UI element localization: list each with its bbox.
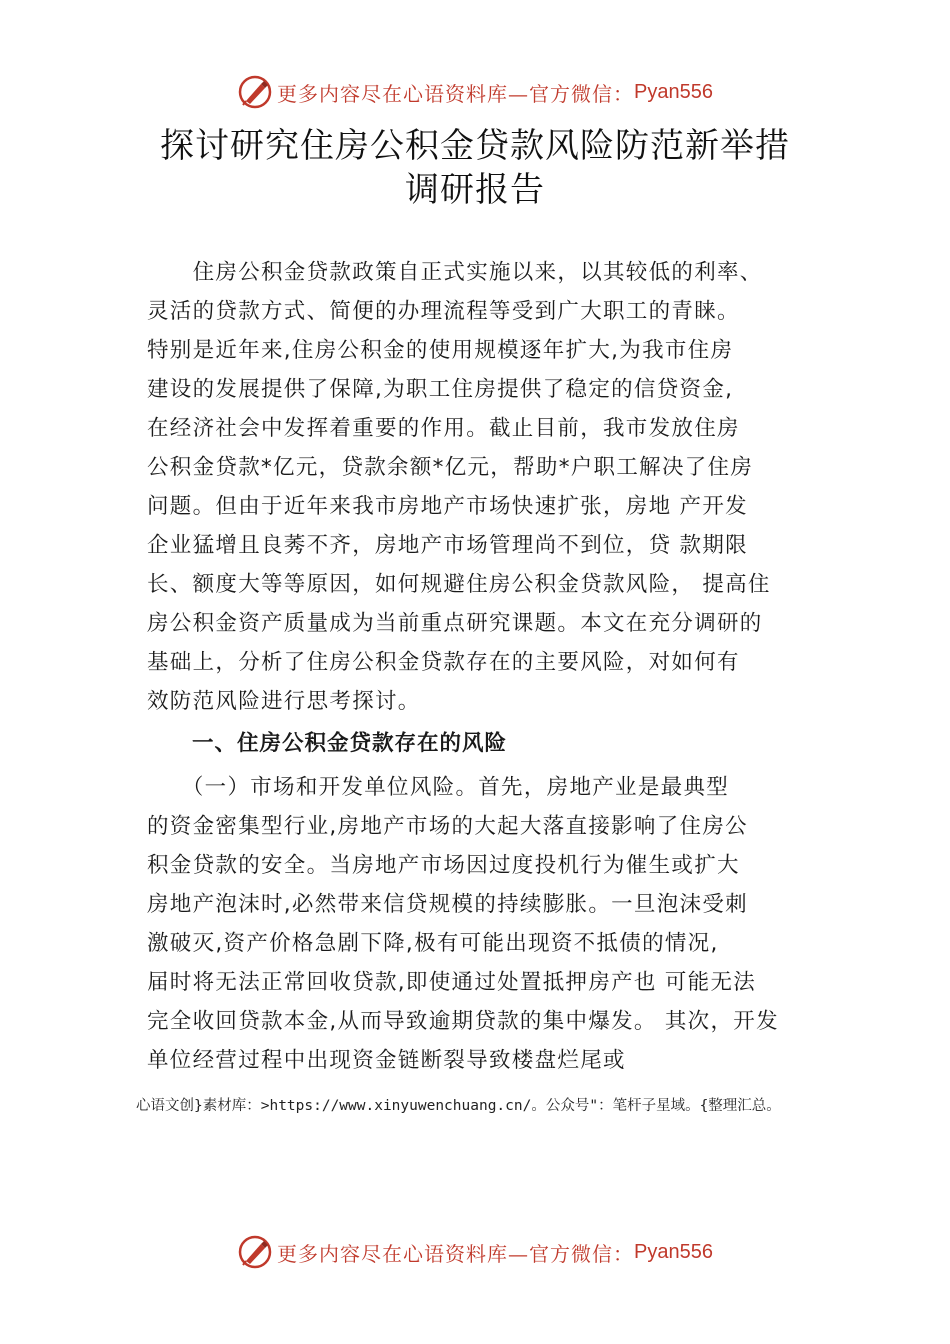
paragraph-line: 房公积金资产质量成为当前重点研究课题。本文在充分调研的 [147,611,763,636]
footer-banner [0,1232,950,1272]
paragraph-line: 公积金贷款*亿元，贷款余额*亿元，帮助*户职工解决了住房 [147,455,754,480]
paragraph-line: 基础上，分析了住房公积金贷款存在的主要风险，对如何有 [147,650,740,675]
paragraph-line: 问题。但由于近年来我市房地产市场快速扩张，房地 产开发 [147,494,748,519]
section-heading: 一、住房公积金贷款存在的风险 [147,731,508,756]
banner-text: 更多内容尽在心语资料库—官方微信： [277,81,635,106]
header-banner [0,72,950,112]
source-footnote: 心语文创}素材库：>https://www.xinyuwenchuang.cn/。公众号"：笔杆子星域。{整理汇总。 [136,1098,781,1114]
paragraph-line: 灵活的贷款方式、简便的办理流程等受到广大职工的青睐。 [147,299,740,324]
fountain-pen-logo-icon [237,74,273,110]
paragraph-line: 长、额度大等等原因，如何规避住房公积金贷款风险， 提高住 [147,572,771,597]
banner-wechat-id: Pyan556 [634,80,713,103]
paragraph-line: 效防范风险进行思考探讨。 [147,689,421,714]
paragraph-line: （一）市场和开发单位风险。首先，房地产业是最典型 [147,775,730,800]
paragraph-line: 积金贷款的安全。当房地产市场因过度投机行为催生或扩大 [147,853,740,878]
paragraph-line: 单位经营过程中出现资金链断裂导致楼盘烂尾或 [147,1048,626,1073]
paragraph-line: 届时将无法正常回收贷款,即使通过处置抵押房产也 可能无法 [147,970,757,995]
paragraph-line: 住房公积金贷款政策自正式实施以来，以其较低的利率、 [147,260,763,285]
paragraph-line: 房地产泡沫时,必然带来信贷规模的持续膨胀。一旦泡沫受刺 [147,892,748,917]
banner-text: 更多内容尽在心语资料库—官方微信： [277,1241,635,1266]
paragraph-line: 建设的发展提供了保障,为职工住房提供了稳定的信贷资金, [147,377,734,402]
document-title-line-2: 调研报告 [405,170,545,210]
paragraph-line: 的资金密集型行业,房地产市场的大起大落直接影响了住房公 [147,814,748,839]
paragraph-line: 特别是近年来,住房公积金的使用规模逐年扩大,为我市住房 [147,338,734,363]
fountain-pen-logo-icon [237,1234,273,1270]
paragraph-line: 企业猛增且良莠不齐，房地产市场管理尚不到位，贷 款期限 [147,533,748,558]
paragraph-line: 在经济社会中发挥着重要的作用。截止目前，我市发放住房 [147,416,740,441]
document-title-line-1: 探讨研究住房公积金贷款风险防范新举措 [160,126,790,166]
banner-wechat-id: Pyan556 [634,1240,713,1263]
paragraph-line: 激破灭,资产价格急剧下降,极有可能出现资不抵债的情况, [147,931,719,956]
paragraph-line: 完全收回贷款本金,从而导致逾期贷款的集中爆发。 其次，开发 [147,1009,779,1034]
